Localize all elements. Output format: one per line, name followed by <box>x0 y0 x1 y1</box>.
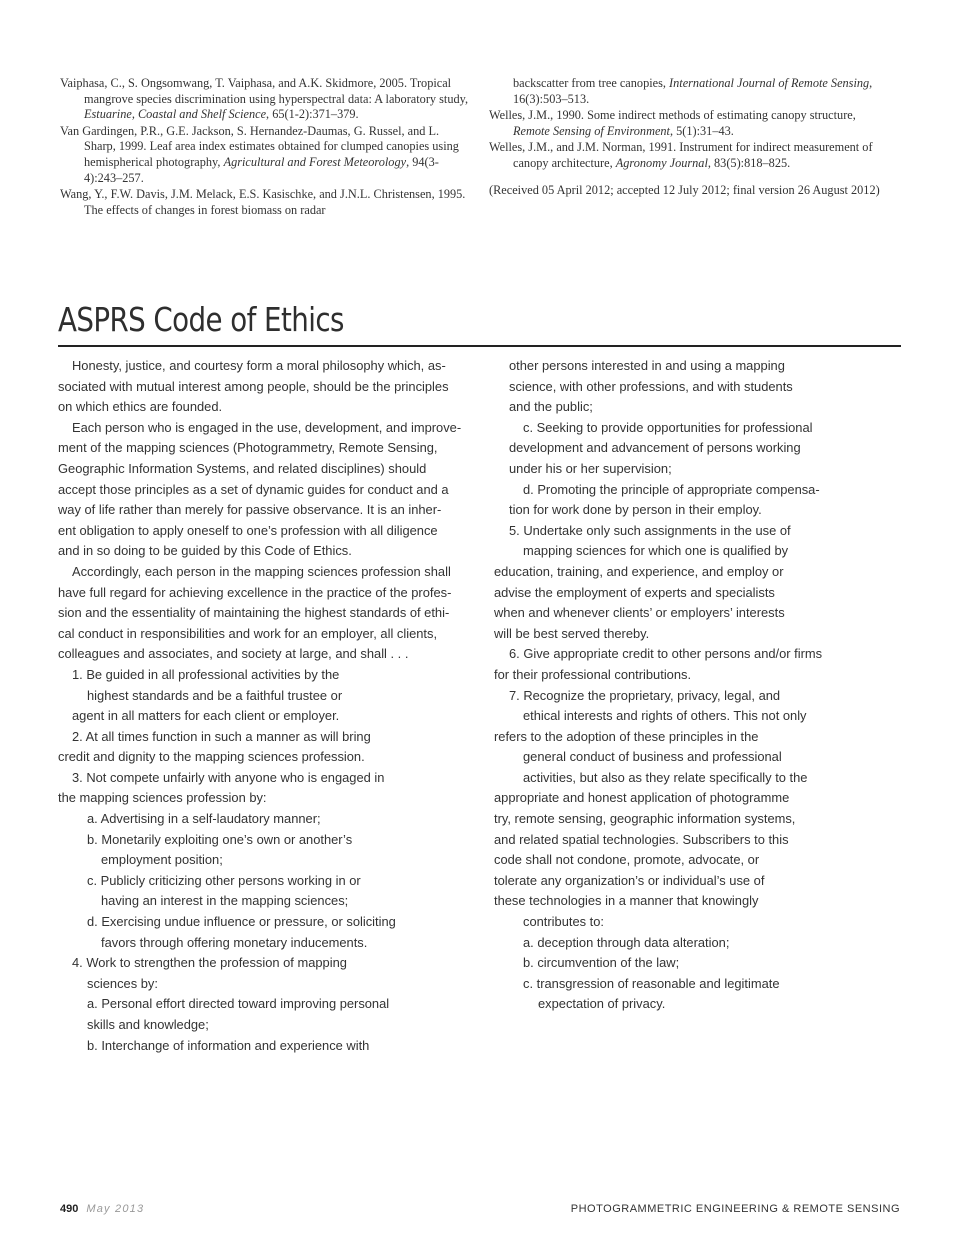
ethics-text-line: skills and knowledge; <box>87 1017 209 1032</box>
ethics-text-line: tolerate any organization’s or individual’s use of <box>494 872 765 888</box>
ethics-text-line: and in so doing to be guided by this Code of Ethics. <box>58 543 352 559</box>
ethics-text-line: expectation of privacy. <box>538 996 666 1012</box>
reference-entry: Wang, Y., F.W. Davis, J.M. Melack, E.S. Kasischke, and J.N.L. Christensen, 1995. The effects of changes in forest biomass on radar <box>60 187 466 217</box>
ethics-text-line: these technologies in a manner that knowingly <box>494 893 759 909</box>
ethics-text-line: b. circumvention of the law; <box>523 955 680 971</box>
references-right-column <box>489 76 889 199</box>
page-number: 490 <box>60 1203 79 1215</box>
ethics-text-line: have full regard for achieving excellence in the practice of the profes- <box>58 584 452 600</box>
ethics-text-line: development and advancement of persons working <box>509 440 801 456</box>
ethics-text-line: Accordingly, each person in the mapping sciences profession shall <box>72 563 451 579</box>
ethics-text-line: employment position; <box>101 852 223 868</box>
ethics-text-line: a. Personal effort directed toward improving personal <box>87 996 390 1012</box>
ethics-text-line: d. Promoting the principle of appropriate compensa- <box>523 481 820 497</box>
ethics-text-line: colleagues and associates, and society at large, and shall . . . <box>58 646 409 662</box>
received-dates: (Received 05 April 2012; accepted 12 July 2012; final version 26 August 2012) <box>489 182 880 197</box>
ethics-text-line: ment of the mapping sciences (Photogrammetry, Remote Sensing, <box>58 440 438 456</box>
ethics-text-line: b. Interchange of information and experience with <box>87 1037 370 1053</box>
ethics-text-line: general conduct of business and professional <box>523 749 782 765</box>
footer-left <box>60 1203 144 1215</box>
ethics-text-line: Geographic Information Systems, and related disciplines) should <box>58 460 427 476</box>
section-title: ASPRS Code of Ethics <box>58 300 344 339</box>
ethics-text-line: a. Advertising in a self-laudatory manner; <box>87 811 321 827</box>
title-divider-rule <box>58 345 901 347</box>
ethics-text-line: and related spatial technologies. Subscribers to this <box>494 831 789 847</box>
ethics-text-line: advise the employment of experts and specialists <box>494 584 775 600</box>
ethics-text-line: and the public; <box>509 399 593 415</box>
ethics-text-line: on which ethics are founded. <box>58 399 223 415</box>
reference-entry: backscatter from tree canopies, International Journal of Remote Sensing, 16(3):503–513. <box>513 76 873 106</box>
ethics-text-line: when and whenever clients’ or employers’ interests <box>494 605 785 621</box>
reference-entry: Van Gardingen, P.R., G.E. Jackson, S. Hernandez-Daumas, G. Russel, and L. Sharp, 1999. Leaf area index estimates obtained for clumped canopies using hemispherical photography, Agricultural and Forest Meteorology, 94(3-4):243–257. <box>60 123 459 185</box>
ethics-text-line: agent in all matters for each client or employer. <box>72 708 340 724</box>
ethics-text-line: 7. Recognize the proprietary, privacy, legal, and <box>509 687 781 703</box>
ethics-text-line: way of life rather than merely for passive observance. It is an inher- <box>58 502 442 518</box>
ethics-text-line: activities, but also as they relate specifically to the <box>523 769 808 785</box>
ethics-text-line: b. Monetarily exploiting one’s own or another’s <box>87 831 353 847</box>
ethics-text-line: refers to the adoption of these principles in the <box>494 728 759 744</box>
ethics-text-line: d. Exercising undue influence or pressure, or soliciting <box>87 914 396 930</box>
ethics-text-line: science, with other professions, and with students <box>509 378 793 394</box>
ethics-text-line: appropriate and honest application of photogramme <box>494 790 790 806</box>
ethics-text-line: 5. Undertake only such assignments in the use of <box>509 522 791 538</box>
ethics-right-column <box>494 356 904 1015</box>
ethics-text-line: the mapping sciences profession by: <box>58 790 267 806</box>
ethics-text-line: ethical interests and rights of others. This not only <box>523 708 807 724</box>
ethics-text-line: mapping sciences for which one is qualified by <box>523 543 789 559</box>
ethics-text-line: c. transgression of reasonable and legitimate <box>523 975 780 991</box>
ethics-text-line: 4. Work to strengthen the profession of mapping <box>72 955 347 971</box>
ethics-text-line: under his or her supervision; <box>509 460 672 476</box>
ethics-text-line: credit and dignity to the mapping sciences profession. <box>58 749 365 765</box>
reference-entry: Welles, J.M., 1990. Some indirect methods of estimating canopy structure, Remote Sensing of Environment, 5(1):31–43. <box>489 108 856 138</box>
ethics-text-line: Each person who is engaged in the use, development, and improve- <box>72 419 462 435</box>
ethics-text-line: other persons interested in and using a mapping <box>509 358 785 373</box>
ethics-text-line: sion and the essentiality of maintaining the highest standards of ethi- <box>58 605 450 621</box>
ethics-text-line: try, remote sensing, geographic information systems, <box>494 811 796 827</box>
ethics-text-line: ent obligation to apply oneself to one’s profession with all diligence <box>58 522 438 538</box>
ethics-text-line: 2. At all times function in such a manner as will bring <box>72 728 371 744</box>
ethics-text-line: sciences by: <box>87 975 158 991</box>
reference-entry: Vaiphasa, C., S. Ongsomwang, T. Vaiphasa, and A.K. Skidmore, 2005. Tropical mangrove species discrimination using hyperspectral data: A laboratory study, Estuarine, Coastal and Shelf Science, 65(1-2):371–379. <box>60 76 469 122</box>
ethics-text-line: highest standards and be a faithful trustee or <box>87 687 343 703</box>
ethics-text-line: c. Seeking to provide opportunities for professional <box>523 419 813 435</box>
ethics-text-line: 3. Not compete unfairly with anyone who is engaged in <box>72 769 385 785</box>
ethics-text-line: having an interest in the mapping sciences; <box>101 893 349 909</box>
reference-entry: Welles, J.M., and J.M. Norman, 1991. Instrument for indirect measurement of canopy architecture, Agronomy Journal, 83(5):818–825. <box>489 140 873 170</box>
ethics-text-line: sociated with mutual interest among people, should be the principles <box>58 378 449 394</box>
ethics-text-line: accept those principles as a set of dynamic guides for conduct and a <box>58 481 449 497</box>
references-right-list <box>489 76 889 172</box>
journal-name: PHOTOGRAMMETRIC ENGINEERING & REMOTE SENSING <box>570 1203 900 1215</box>
ethics-text-line: Honesty, justice, and courtesy form a moral philosophy which, as- <box>72 358 446 373</box>
ethics-text-line: education, training, and experience, and employ or <box>494 563 784 579</box>
ethics-text-line: code shall not condone, promote, advocate, or <box>494 852 760 868</box>
ethics-text-line: tion for work done by person in their employ. <box>509 502 762 518</box>
ethics-text-line: 6. Give appropriate credit to other persons and/or firms <box>509 646 823 662</box>
ethics-text-line: favors through offering monetary inducements. <box>101 934 368 950</box>
ethics-text-line: c. Publicly criticizing other persons working in or <box>87 872 361 888</box>
ethics-text-line: will be best served thereby. <box>494 625 650 641</box>
ethics-left-column <box>58 356 468 1056</box>
ethics-text-line: for their professional contributions. <box>494 666 692 682</box>
issue-date: May 2013 <box>86 1203 145 1215</box>
ethics-text-line: contributes to: <box>523 914 604 930</box>
references-left-column <box>60 76 472 219</box>
ethics-text-line: 1. Be guided in all professional activities by the <box>72 666 340 682</box>
ethics-text-line: a. deception through data alteration; <box>523 934 730 950</box>
ethics-text-line: cal conduct in responsibilities and work for an employer, all clients, <box>58 625 438 641</box>
